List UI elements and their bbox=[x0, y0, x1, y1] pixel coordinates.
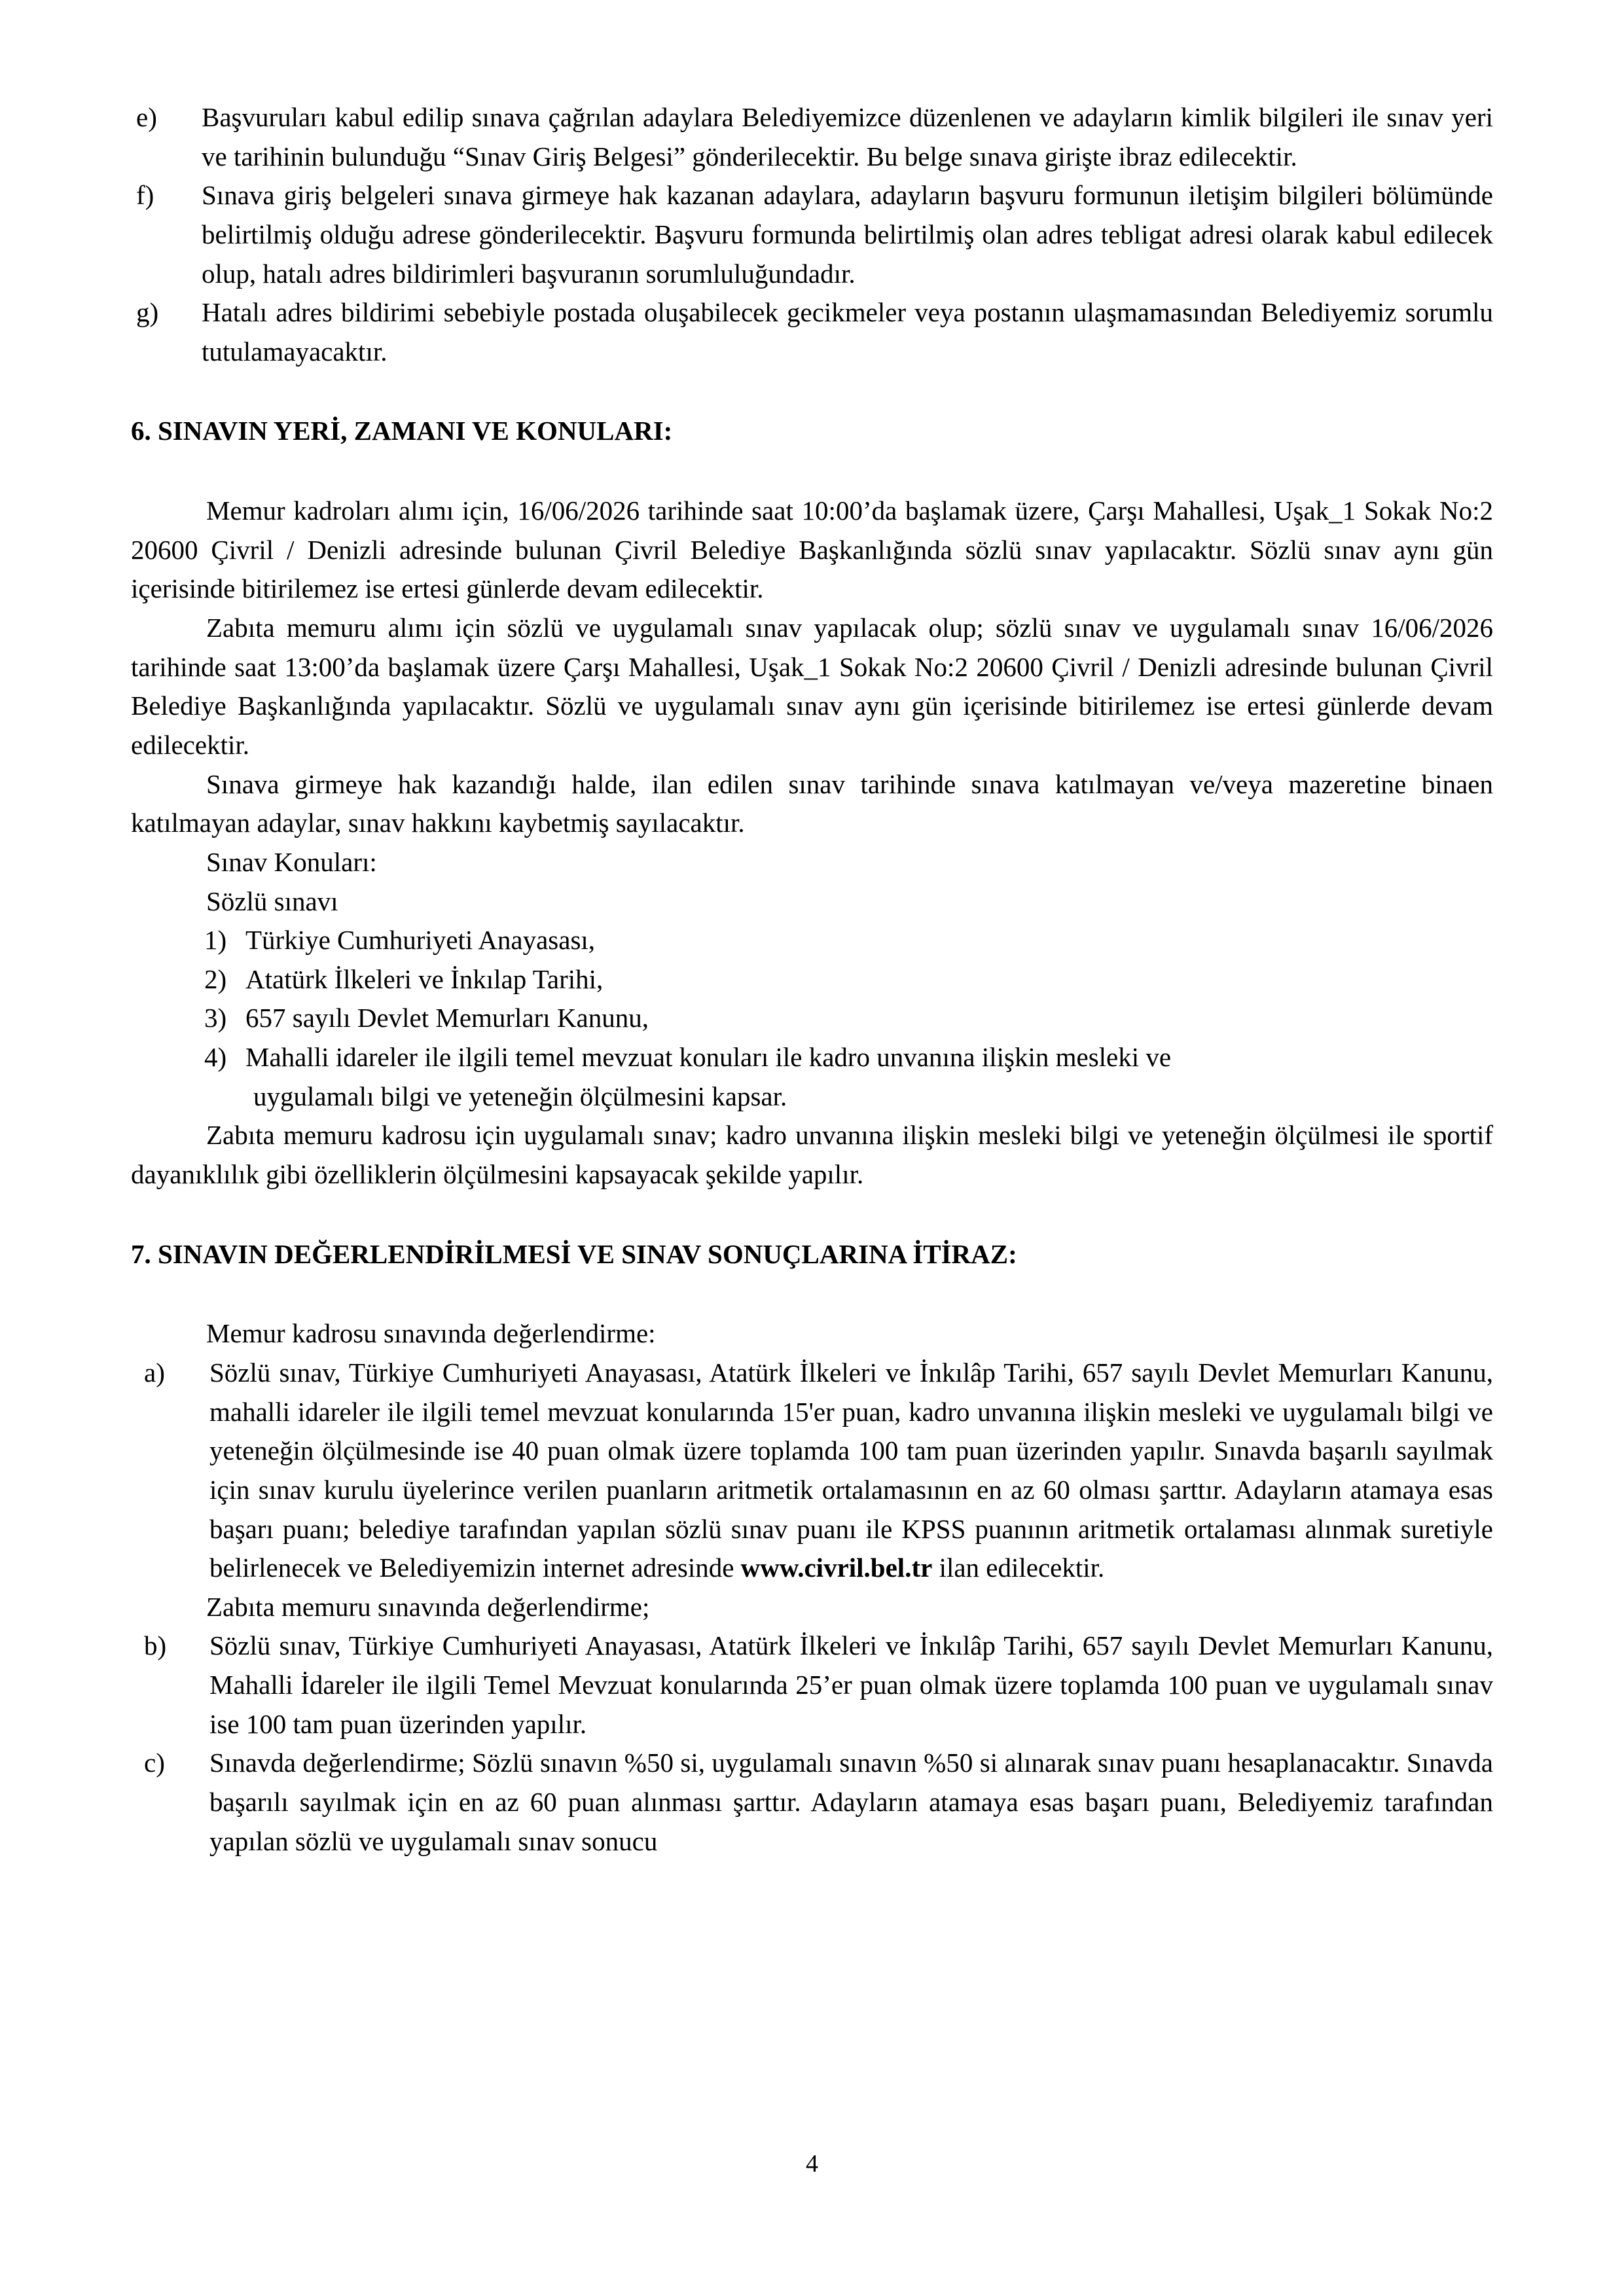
list-marker: e) bbox=[136, 102, 157, 132]
list-marker: c) bbox=[144, 1748, 165, 1778]
intro-lettered-list bbox=[131, 98, 1493, 371]
oral-exam-label: Sözlü sınavı bbox=[206, 886, 338, 916]
list-marker: 2) bbox=[204, 963, 227, 994]
list-marker: 4) bbox=[204, 1042, 227, 1073]
spacer bbox=[131, 451, 1493, 492]
zabita-evaluation-label: Zabıta memuru sınavında değerlendirme; bbox=[206, 1591, 650, 1622]
spacer bbox=[131, 1194, 1493, 1235]
list-item-text: Mahalli idareler ile ilgili temel mevzuat konuları ile kadro unvanına ilişkin mesleki ve bbox=[245, 1042, 1172, 1073]
list-item-text: Sözlü sınav, Türkiye Cumhuriyeti Anayasası, Atatürk İlkeleri ve İnkılâp Tarihi, 657 sayılı Devlet Memurları Kanunu, Mahalli İdareler ile ilgili Temel Mevzuat konularında 25’er puan olmak üzere toplamda 100 puan ve uygulamalı sınav ise 100 tam puan üzerinden yapılır. bbox=[209, 1630, 1493, 1739]
section-6-paragraph-3: Sınava girmeye hak kazandığı halde, ilan edilen sınav tarihinde sınava katılmayan ve/veya mazeretine binaen katılmayan adaylar, sınav hakkını kaybetmiş sayılacaktır. bbox=[131, 768, 1493, 838]
section-7-lettered-list bbox=[131, 1354, 1493, 1588]
list-item bbox=[131, 293, 1493, 371]
list-marker: g) bbox=[136, 297, 159, 328]
list-item-text-part1: Sözlü sınav, Türkiye Cumhuriyeti Anayasası, Atatürk İlkeleri ve İnkılâp Tarihi, 657 sayılı Devlet Memurları Kanunu, mahalli idareler ile ilgili temel mevzuat konularında 15'er puan, kadro unvanına ilişkin mesleki ve uygulamalı bilgi ve yeteneğin ölçülmesinde ise 40 puan olmak üzere toplamda 100 tam puan üzerinden yapılır. Sınavda başarılı sayılmak için sınav kurulu üyelerince verilen puanların aritmetik ortalamasının en az 60 olması şarttır. Adayların atamaya esas başarı puanı; belediye tarafından yapılan sözlü sınav puanı ile KPSS puanının aritmetik ortalaması alınmak suretiyle belirlenecek ve Belediyemizin internet adresinde bbox=[209, 1357, 1493, 1583]
list-item bbox=[131, 1744, 1493, 1861]
section-6-heading: 6. SINAVIN YERİ, ZAMANI VE KONULARI: bbox=[131, 416, 673, 446]
list-item-text: Sınavda değerlendirme; Sözlü sınavın %50 si, uygulamalı sınavın %50 si alınarak sınav puanı hesaplanacaktır. Sınavda başarılı sayılmak için en az 60 puan alınması şarttır. Adayların atamaya esas başarı puanı, Belediyemiz tarafından yapılan sözlü ve uygulamalı sınav sonucu bbox=[209, 1748, 1493, 1856]
page-number: 4 bbox=[806, 2150, 818, 2178]
list-marker: 3) bbox=[204, 1003, 227, 1033]
website-link[interactable]: www.civril.bel.tr bbox=[740, 1552, 933, 1583]
list-item-text-part2: ilan edilecektir. bbox=[932, 1552, 1105, 1583]
list-item bbox=[131, 1626, 1493, 1744]
list-item bbox=[131, 999, 1493, 1038]
list-item bbox=[131, 921, 1493, 960]
list-item-text: Başvuruları kabul edilip sınava çağrılan adaylara Belediyemizce düzenlenen ve adayların kimlik bilgileri ile sınav yeri ve tarihinin bulunduğu “Sınav Giriş Belgesi” gönderilecektir. Bu belge sınava girişte ibraz edilecektir. bbox=[202, 102, 1493, 171]
list-item-text: 657 sayılı Devlet Memurları Kanunu, bbox=[245, 1003, 649, 1033]
list-item-continuation: uygulamalı bilgi ve yeteneğin ölçülmesini kapsar. bbox=[253, 1081, 787, 1111]
list-marker: f) bbox=[136, 180, 154, 211]
list-marker: a) bbox=[144, 1357, 165, 1388]
list-item-text: Atatürk İlkeleri ve İnkılap Tarihi, bbox=[245, 963, 604, 994]
section-6-paragraph-1: Memur kadroları alımı için, 16/06/2026 tarihinde saat 10:00’da başlamak üzere, Çarşı Mahallesi, Uşak_1 Sokak No:2 20600 Çivril / Denizli adresinde bulunan Çivril Belediye Başkanlığında sözlü sınav yapılacaktır. Sözlü sınav aynı gün içerisinde bitirilemez ise ertesi günlerde devam edilecektir. bbox=[131, 495, 1493, 604]
list-item bbox=[131, 960, 1493, 999]
list-item bbox=[131, 98, 1493, 176]
officer-evaluation-label: Memur kadrosu sınavında değerlendirme: bbox=[206, 1318, 656, 1349]
section-6-closing-paragraph: Zabıta memuru kadrosu için uygulamalı sınav; kadro unvanına ilişkin mesleki bilgi ve yeteneğin ölçülmesi ile sportif dayanıklılık gibi özelliklerin ölçülmesini kapsayacak şekilde yapılır. bbox=[131, 1120, 1493, 1190]
list-item-text: Türkiye Cumhuriyeti Anayasası, bbox=[245, 925, 596, 956]
list-item bbox=[131, 1038, 1493, 1116]
list-item-text: Sınava giriş belgeleri sınava girmeye hak kazanan adaylara, adayların başvuru formunun iletişim bilgileri bölümünde belirtilmiş olduğu adrese gönderilecektir. Başvuru formunda belirtilmiş olan adres tebligat adresi olarak kabul edilecek olup, hatalı adres bildirimleri başvuranın sorumluluğundadır. bbox=[202, 180, 1493, 289]
section-7-lettered-list-continued bbox=[131, 1626, 1493, 1861]
spacer bbox=[131, 1274, 1493, 1314]
list-item bbox=[131, 176, 1493, 293]
list-marker: b) bbox=[144, 1630, 167, 1661]
exam-subjects-label: Sınav Konuları: bbox=[206, 846, 377, 877]
section-6-paragraph-2: Zabıta memuru alımı için sözlü ve uygulamalı sınav yapılacak olup; sözlü sınav ve uygulamalı sınav 16/06/2026 tarihinde saat 13:00’da başlamak üzere Çarşı Mahallesi, Uşak_1 Sokak No:2 20600 Çivril / Denizli adresinde bulunan Çivril Belediye Başkanlığında yapılacaktır. Sözlü ve uygulamalı sınav aynı gün içerisinde bitirilemez ise ertesi günlerde devam edilecektir. bbox=[131, 613, 1493, 760]
list-marker: 1) bbox=[204, 925, 227, 956]
list-item bbox=[131, 1354, 1493, 1588]
list-item-text: Hatalı adres bildirimi sebebiyle postada oluşabilecek gecikmeler veya postanın ulaşmamasından Belediyemiz sorumlu tutulamayacaktır. bbox=[202, 297, 1493, 367]
exam-subjects-list bbox=[131, 921, 1493, 1116]
spacer bbox=[131, 371, 1493, 412]
document-body bbox=[131, 98, 1493, 1861]
section-7-heading: 7. SINAVIN DEĞERLENDİRİLMESİ VE SINAV SONUÇLARINA İTİRAZ: bbox=[131, 1238, 1017, 1269]
